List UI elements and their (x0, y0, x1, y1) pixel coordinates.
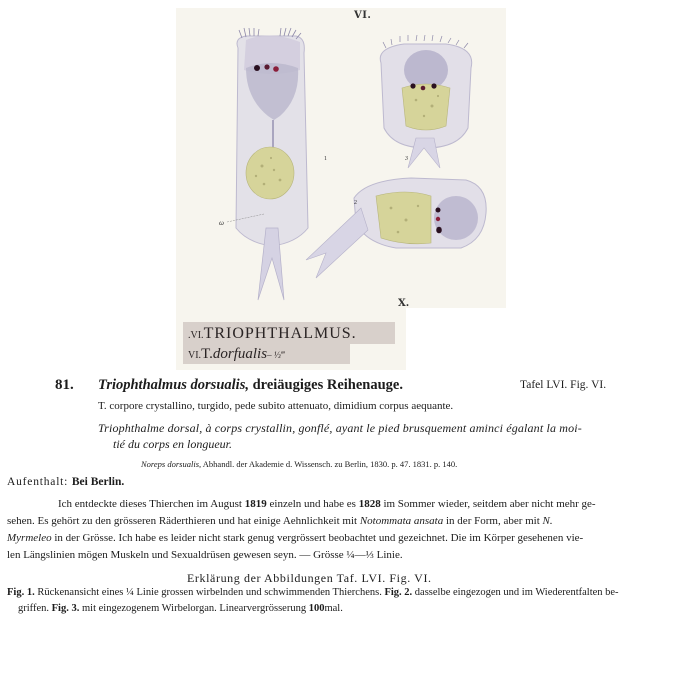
svg-text:1: 1 (324, 156, 327, 162)
french-diagnosis-line2: tié du corps en longueur. (113, 437, 232, 451)
rotifer-drawings (176, 8, 506, 308)
species-name: Triophthalmus dorsualis, (98, 377, 249, 393)
citation: Noreps dorsualis, Abhandl. der Akademie d. Wissensch. zu Berlin, 1830. p. 47. 1831. p. 140. (141, 459, 458, 469)
plate-label-species: VI.T.dorfualis– ⅓‴ (188, 346, 285, 362)
tafel-reference: Tafel LVI. Fig. VI. (520, 379, 607, 391)
figure-3-drawing (380, 35, 471, 168)
plate-number: VI. (354, 10, 372, 21)
figure-explanation-line1: Fig. 1. Rückenansicht eines ¼ Linie grossen wirbelnden und schwimmenden Thierchens. Fig. 2. dasselbe eingezogen und im Wiederentfalten be- (7, 587, 619, 598)
entry-heading (98, 377, 403, 394)
svg-text:3: 3 (405, 156, 408, 162)
figure-explanation-heading: Erklärung der Abbildungen Taf. LVI. Fig. VI. (187, 571, 432, 585)
habitat-line (7, 476, 124, 488)
figure-1-drawing (219, 28, 327, 300)
french-diagnosis-line1: Triophthalme dorsal, à corps crystallin, gonflé, ayant le pied brusquement aminci égalant la moi- (98, 421, 582, 435)
common-name: dreiäugiges Reihenauge. (252, 377, 403, 393)
latin-diagnosis: T. corpore crystallino, turgido, pede subito attenuato, dimidium corpus aequante. (98, 400, 454, 412)
habitat-label: Aufenthalt: (7, 476, 69, 488)
plate-corner-mark: X. (398, 298, 410, 309)
figure-2-drawing (306, 178, 486, 278)
body-line-4: len Längslinien mögen Muskeln und Sexualdrüsen gewesen seyn. — Grösse ¼—⅓ Linie. (7, 549, 403, 561)
entry-number: 81. (55, 377, 74, 393)
svg-text:ω: ω (219, 219, 224, 227)
body-line-2: sehen. Es gehört zu den grösseren Räderthieren und hat einige Aehnlichkeit mit Notommata ansata in der Form, aber mit N. (7, 515, 553, 527)
figure-explanation-line2: griffen. Fig. 3. mit eingezogenem Wirbelorgan. Linearvergrösserung 100mal. (18, 603, 343, 614)
svg-text:2: 2 (354, 200, 357, 206)
body-line-3: Myrmeleo in der Grösse. Ich habe es leider nicht stark genug vergrössert beobachtet und gezeichnet. Die im Körper gesehenen vie- (7, 532, 584, 544)
plate-label-genus: .VI.TRIOPHTHALMUS. (188, 325, 357, 342)
habitat-value: Bei Berlin. (71, 476, 125, 488)
body-line-1: Ich entdeckte dieses Thierchen im August 1819 einzeln und habe es 1828 im Sommer wieder, seitdem aber nicht mehr ge- (58, 498, 596, 510)
